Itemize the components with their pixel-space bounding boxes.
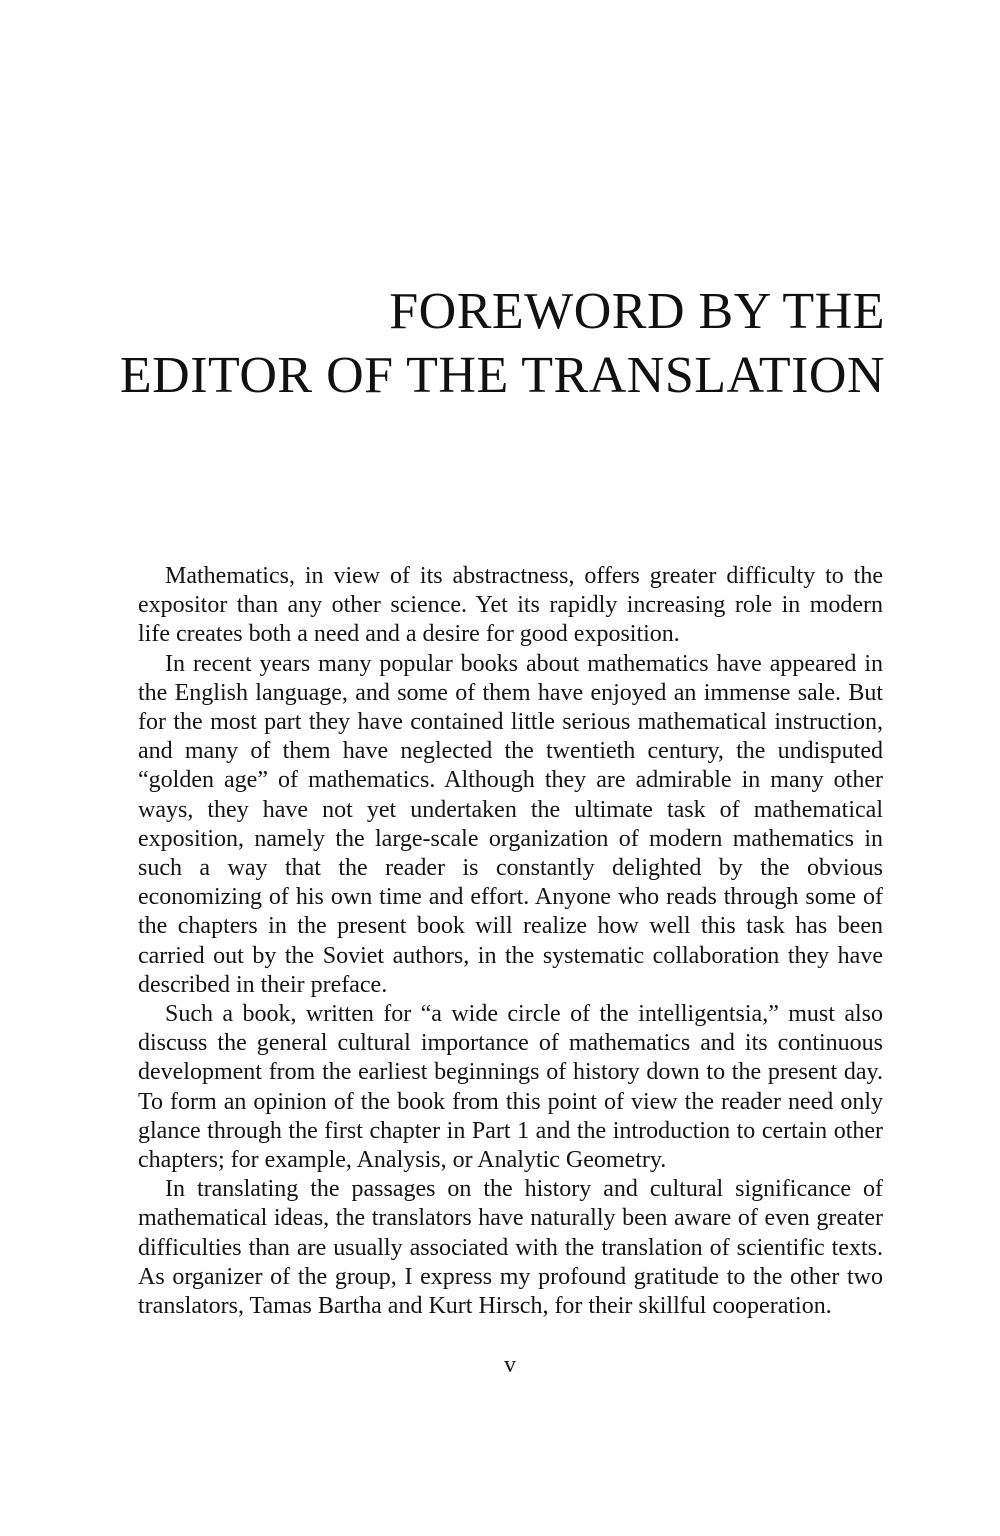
chapter-title — [120, 280, 885, 408]
title-line-1: FOREWORD BY THE — [389, 283, 885, 340]
title-line-2: EDITOR OF THE TRANSLATION — [119, 347, 885, 404]
paragraph-2: In recent years many popular books about mathematics have appeared in the English language, and some of them have enjoyed an immense sale. But for the most part they have contained little serious mathematical instruction, and many of them have neglected the twentieth century, the undisputed “golden age” of mathematics. Although they are admirable in many other ways, they have not yet undertaken the ultimate task of mathematical exposition, namely the large-scale organization of modern mathematics in such a way that the reader is constantly delighted by the obvious economizing of his own time and effort. Anyone who reads through some of the chapters in the present book will realize how well this task has been carried out by the Soviet authors, in the systematic collaboration they have described in their preface. — [138, 650, 883, 998]
paragraph-3: Such a book, written for “a wide circle of the intelligentsia,” must also discuss the general cultural importance of mathematics and its continuous development from the earliest beginnings of history down to the present day. To form an opinion of the book from this point of view the reader need only glance through the first chapter in Part 1 and the introduction to certain other chapters; for example, Analysis, or Analytic Geometry. — [138, 1001, 883, 1174]
paragraph-4: In translating the passages on the history and cultural significance of mathematical ideas, the translators have naturally been aware of even greater difficulties than are usually associated with the translation of scientific texts. As organizer of the group, I express my profound gratitude to the other two translators, Tamas Bartha and Kurt Hirsch, for their skillful cooperation. — [138, 1176, 883, 1320]
paragraph-1: Mathematics, in view of its abstractness, offers greater difficulty to the expositor than any other science. Yet its rapidly increasing role in modern life creates both a need and a desire for good exposition. — [138, 563, 883, 648]
page-number: v — [504, 1352, 516, 1378]
body-text — [138, 562, 883, 1321]
